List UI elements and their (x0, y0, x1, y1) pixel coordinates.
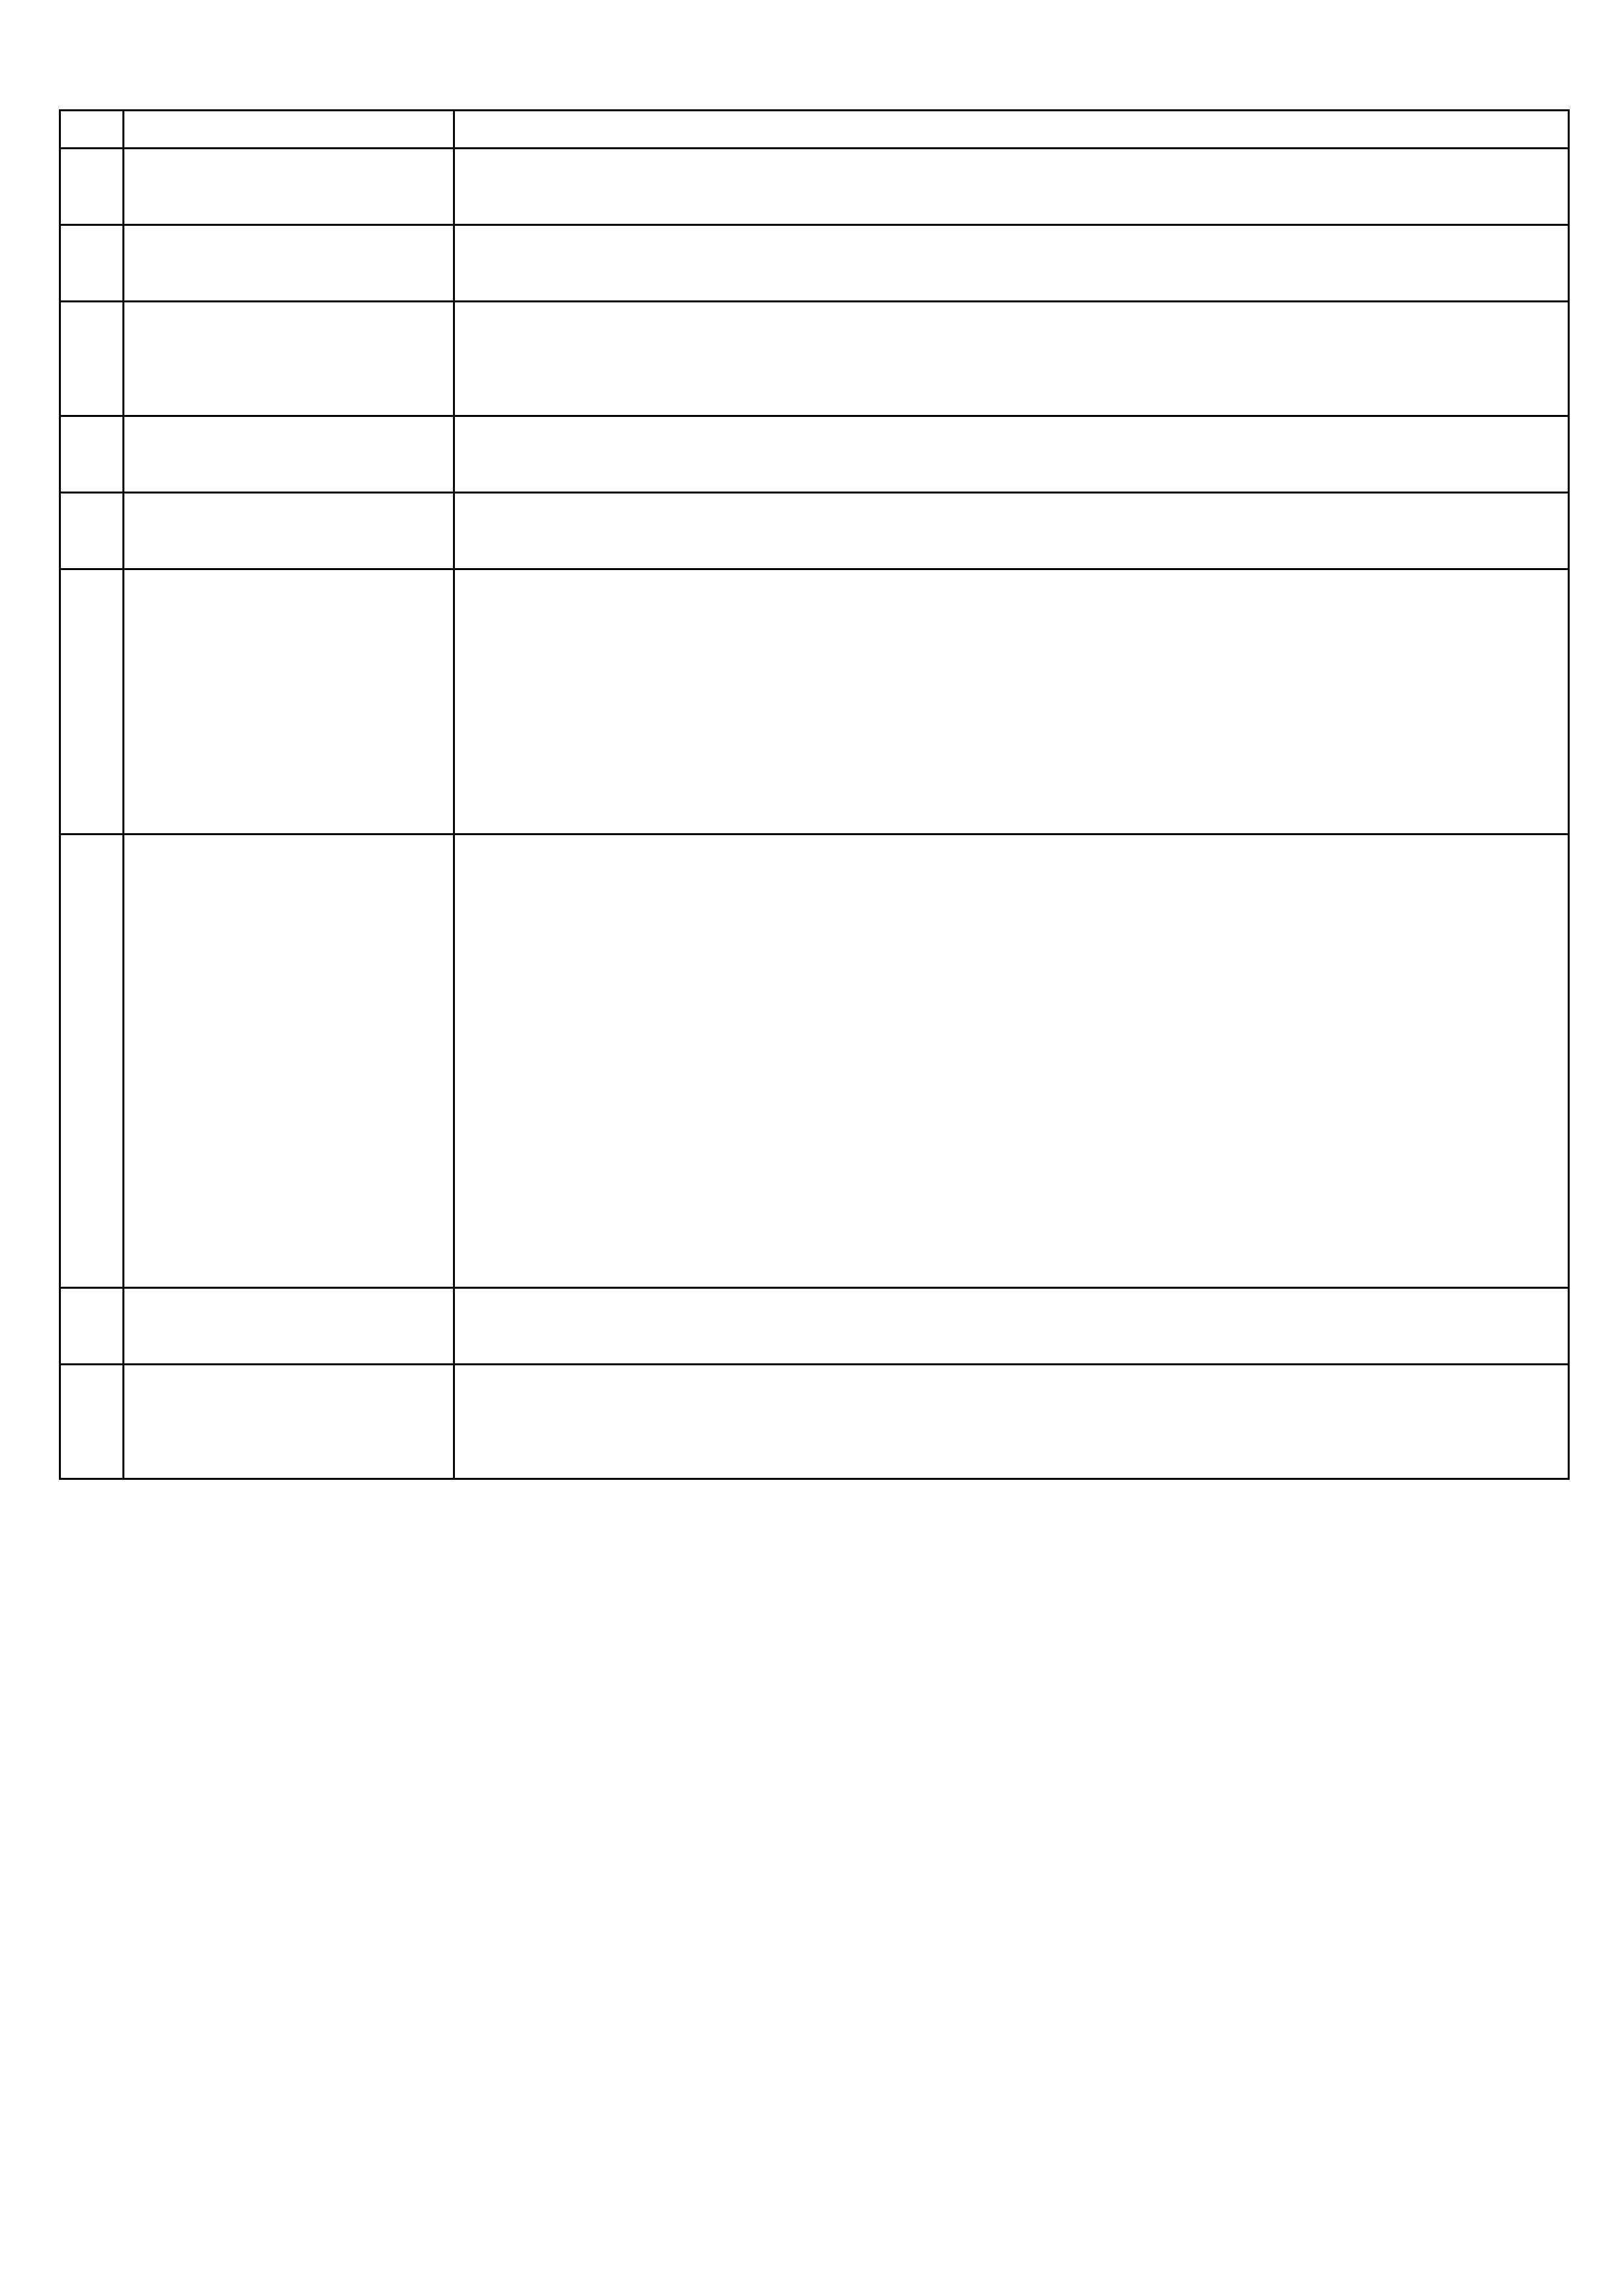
row-label (124, 225, 454, 302)
row-label (124, 149, 454, 225)
row-content (454, 416, 1569, 493)
row-number (60, 111, 124, 149)
row-label (124, 569, 454, 834)
row-label (124, 416, 454, 493)
row-label (124, 834, 454, 1288)
table-row (60, 834, 1569, 1288)
row-label (124, 111, 454, 149)
row-number (60, 416, 124, 493)
table-row (60, 493, 1569, 569)
row-number (60, 834, 124, 1288)
table-row (60, 149, 1569, 225)
table-row (60, 302, 1569, 416)
row-label (124, 493, 454, 569)
row-content (454, 1288, 1569, 1365)
row-content (454, 834, 1569, 1288)
row-number (60, 225, 124, 302)
row-content (454, 149, 1569, 225)
discipline-info-table (59, 109, 1570, 1480)
table-row (60, 1365, 1569, 1479)
row-content (454, 302, 1569, 416)
table-row (60, 1288, 1569, 1365)
row-number (60, 569, 124, 834)
row-content (454, 225, 1569, 302)
table-row (60, 111, 1569, 149)
row-number (60, 302, 124, 416)
row-number (60, 1365, 124, 1479)
row-content (454, 493, 1569, 569)
table-row (60, 416, 1569, 493)
table-row (60, 569, 1569, 834)
row-number (60, 493, 124, 569)
row-number (60, 1288, 124, 1365)
row-content (454, 1365, 1569, 1479)
row-label (124, 1365, 454, 1479)
row-content (454, 569, 1569, 834)
row-content (454, 111, 1569, 149)
row-label (124, 302, 454, 416)
row-label (124, 1288, 454, 1365)
row-number (60, 149, 124, 225)
table-row (60, 225, 1569, 302)
